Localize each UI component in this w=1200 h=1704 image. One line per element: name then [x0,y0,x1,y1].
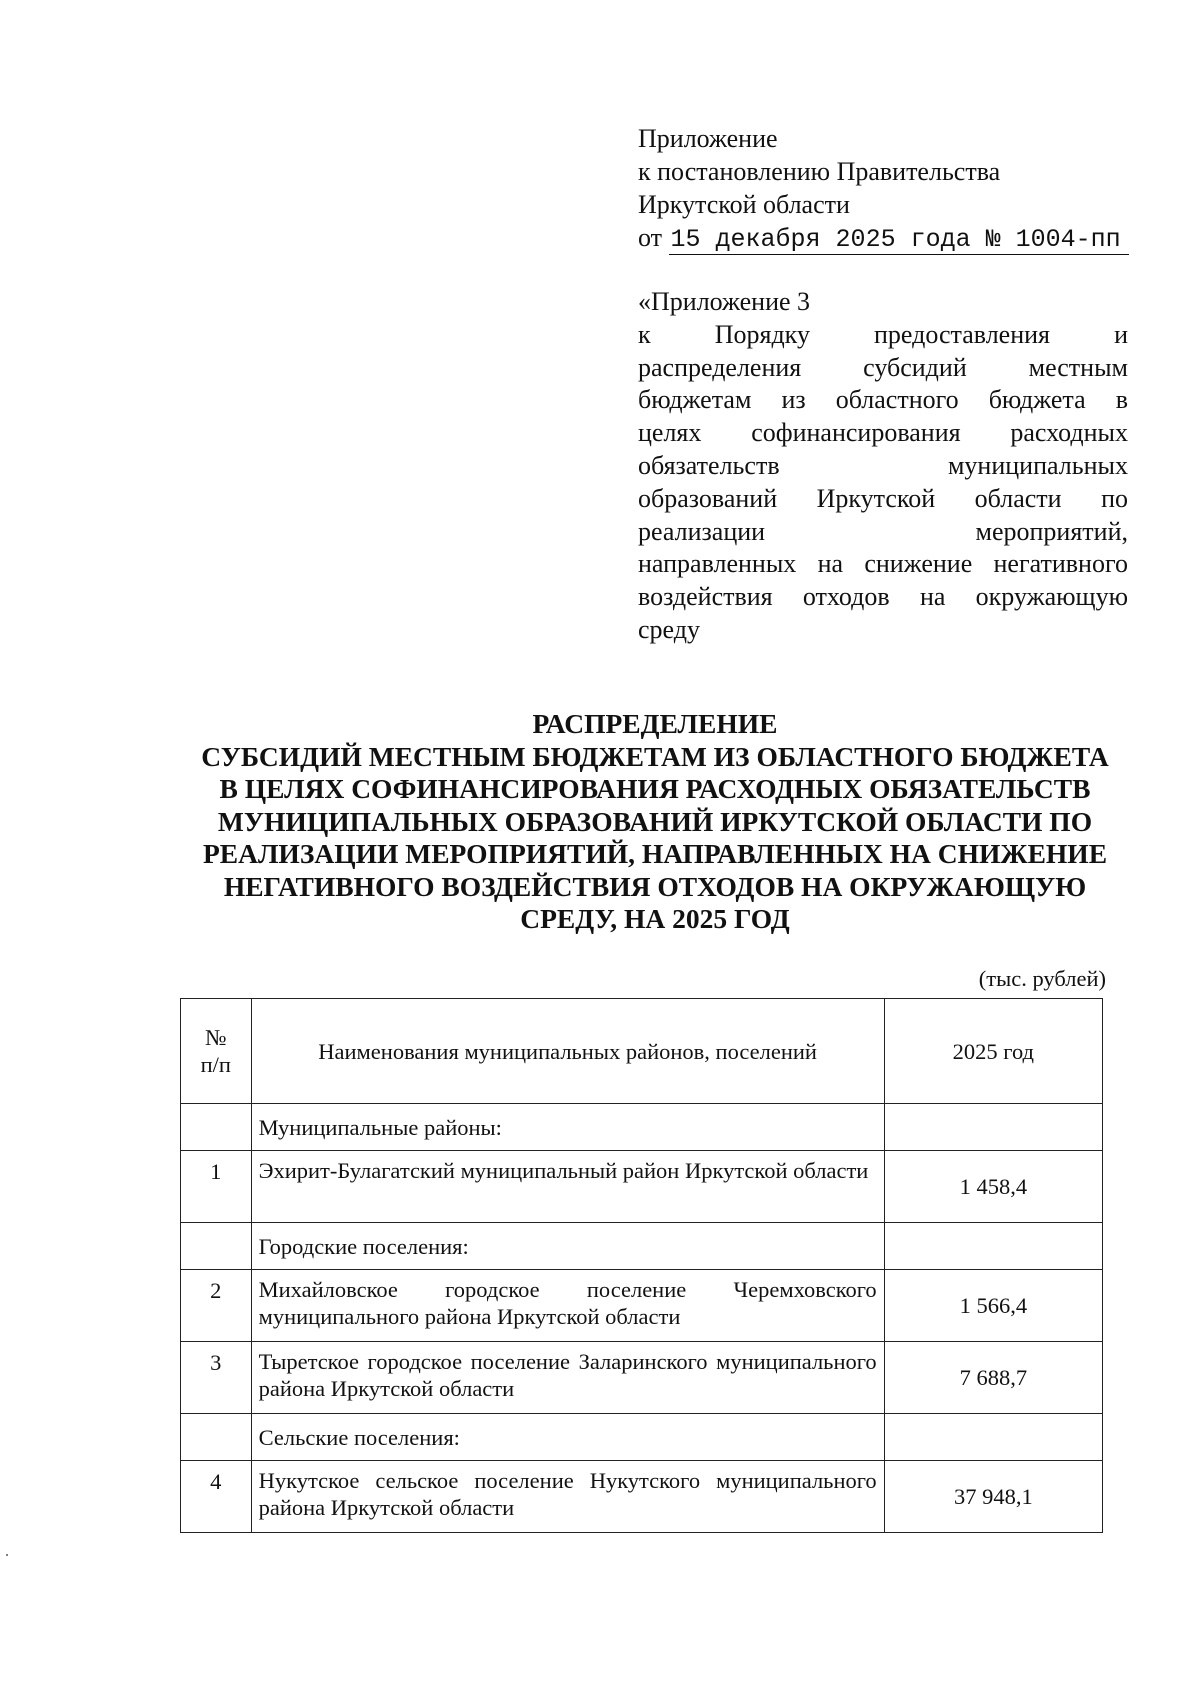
row-name: Городские поселения: [251,1223,884,1270]
row-value [884,1223,1102,1270]
heading-line: СРЕДУ, НА 2025 ГОД [520,903,790,934]
appendix3-line: бюджетам из областного бюджета в [638,385,1128,415]
heading-line: РАСПРЕДЕЛЕНИЕ [532,708,778,739]
table-row [181,1342,1103,1414]
appendix3-line: к Порядку предоставления и [638,319,1128,349]
appendix-title: Приложение [638,124,778,153]
document-heading [160,708,1150,936]
row-value [884,1104,1102,1151]
row-value: 1 566,4 [884,1270,1102,1342]
row-name: Тыретское городское поселение Заларинского муниципального района Иркутской области [251,1342,884,1414]
row-number: 1 [181,1151,252,1223]
appendix-region: Иркутской области [638,190,850,219]
appendix3-line: образований Иркутской области по [638,483,1128,513]
appendix3-block [638,286,1128,647]
row-name: Эхирит-Булагатский муниципальный район Иркутской области [251,1151,884,1223]
appendix-block [638,122,1128,255]
table-row-section [181,1414,1103,1461]
distribution-table [180,998,1103,1533]
appendix3-line: обязательств муниципальных [638,450,1128,480]
table-row [181,1151,1103,1223]
header-number-sign: № [205,1025,227,1050]
scan-artifact-dot [6,1554,8,1556]
row-value: 1 458,4 [884,1151,1102,1223]
appendix-decree-ref: к постановлению Правительства [638,157,1001,186]
row-value: 37 948,1 [884,1461,1102,1533]
decree-date-number: 15 декабря 2025 года № 1004-пп [669,226,1129,255]
row-number: 2 [181,1270,252,1342]
row-name: Михайловское городское поселение Черемховского муниципального района Иркутской области [251,1270,884,1342]
appendix3-line: целях софинансирования расходных [638,418,1128,448]
appendix3-line: реализации мероприятий, [638,516,1128,546]
header-name: Наименования муниципальных районов, поселений [251,999,884,1104]
table-row [181,1461,1103,1533]
row-number [181,1104,252,1151]
heading-line: РЕАЛИЗАЦИИ МЕРОПРИЯТИЙ, НАПРАВЛЕННЫХ НА СНИЖЕНИЕ [202,838,1108,869]
appendix3-title: «Приложение 3 [638,287,811,316]
row-number [181,1223,252,1270]
heading-line: СУБСИДИЙ МЕСТНЫМ БЮДЖЕТАМ ИЗ ОБЛАСТНОГО БЮДЖЕТА [201,740,1109,772]
row-name: Нукутское сельское поселение Нукутского муниципального района Иркутской области [251,1461,884,1533]
row-number [181,1414,252,1461]
row-number: 3 [181,1342,252,1414]
table-row-section [181,1223,1103,1270]
table-header-row [181,999,1103,1104]
header-number [181,999,252,1104]
appendix3-line: среду [638,614,700,644]
date-prefix: от [638,223,663,252]
table-row [181,1270,1103,1342]
row-name: Сельские поселения: [251,1414,884,1461]
row-name: Муниципальные районы: [251,1104,884,1151]
heading-line: МУНИЦИПАЛЬНЫХ ОБРАЗОВАНИЙ ИРКУТСКОЙ ОБЛАСТИ ПО [217,805,1093,837]
heading-line: НЕГАТИВНОГО ВОЗДЕЙСТВИЯ ОТХОДОВ НА ОКРУЖАЮЩУЮ [223,870,1087,902]
header-year: 2025 год [884,999,1102,1104]
header-number-pp: п/п [200,1052,231,1077]
row-number: 4 [181,1461,252,1533]
units-label: (тыс. рублей) [978,966,1106,991]
appendix-date-line [638,221,1128,255]
appendix3-line: воздействия отходов на окружающую [638,582,1128,612]
row-value [884,1414,1102,1461]
appendix3-line: направленных на снижение негативного [638,549,1128,579]
row-value: 7 688,7 [884,1342,1102,1414]
appendix3-line: распределения субсидий местным [638,352,1128,382]
heading-line: В ЦЕЛЯХ СОФИНАНСИРОВАНИЯ РАСХОДНЫХ ОБЯЗАТЕЛЬСТВ [219,773,1091,804]
table-row-section [181,1104,1103,1151]
